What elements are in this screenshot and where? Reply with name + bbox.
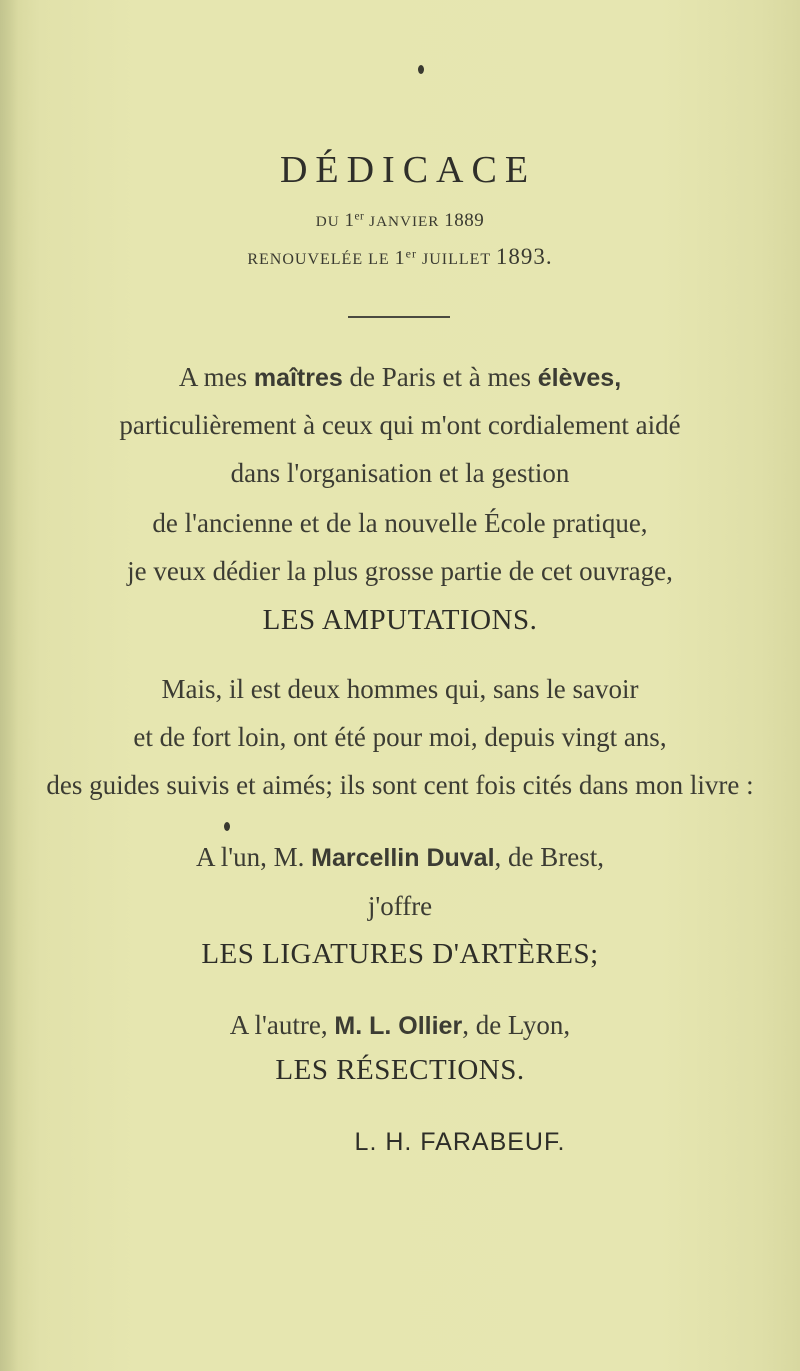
work-title-resections: LES RÉSECTIONS. — [275, 1054, 525, 1086]
text-span: A mes — [178, 362, 254, 392]
dedication-line-10 — [0, 842, 800, 873]
text-span: , de Lyon, — [462, 1010, 571, 1040]
dedication-line-13 — [0, 1010, 800, 1041]
text-span: , de Brest, — [494, 842, 605, 872]
date-prefix: DU — [315, 213, 345, 230]
renewal-day: 1 — [394, 247, 406, 269]
dedication-line-7: Mais, il est deux hommes qui, sans le savoir — [161, 674, 639, 704]
dedication-line-1 — [0, 362, 800, 393]
date-month: JANVIER — [364, 213, 445, 230]
dedication-line-5: je veux dédier la plus grosse partie de cet ouvrage, — [127, 556, 673, 586]
dedication-line-3: dans l'organisation et la gestion — [230, 458, 570, 488]
author-signature: L. H. FARABEUF. — [354, 1128, 566, 1156]
date-day: 1 — [344, 210, 355, 231]
ink-speck — [224, 822, 230, 831]
emphasis-masters: maîtres — [253, 364, 343, 392]
work-title-amputations: LES AMPUTATIONS. — [262, 604, 538, 636]
dedication-line-8: et de fort loin, ont été pour moi, depuis vingt ans, — [133, 722, 667, 752]
name-marcellin-duval: Marcellin Duval — [311, 844, 495, 872]
dedication-line-9: des guides suivis et aimés; ils sont cent fois cités dans mon livre : — [46, 770, 754, 800]
renewal-prefix: RENOUVELÉE LE — [247, 251, 395, 268]
text-span: A l'autre, — [229, 1010, 335, 1040]
emphasis-students: élèves, — [537, 364, 622, 392]
text-span: de Paris et à mes — [342, 362, 538, 392]
dedication-line-2: particulièrement à ceux qui m'ont cordialement aidé — [119, 410, 681, 440]
page-title: DÉDICACE — [279, 149, 537, 191]
renewal-day-suffix: er — [405, 246, 417, 261]
renewal-year: 1893. — [495, 244, 553, 269]
work-title-ligatures: LES LIGATURES D'ARTÈRES; — [201, 938, 599, 970]
renewal-date-line — [0, 244, 800, 270]
dedication-date-line — [0, 210, 800, 232]
dedication-line-4: de l'ancienne et de la nouvelle École pratique, — [152, 508, 648, 538]
text-span: A l'un, M. — [195, 842, 312, 872]
date-day-suffix: er — [354, 210, 365, 223]
name-l-ollier: M. L. Ollier — [334, 1012, 463, 1040]
renewal-month: JUILLET — [416, 251, 496, 268]
ink-speck — [418, 65, 424, 74]
date-year: 1889 — [444, 210, 485, 231]
dedication-line-11: j'offre — [367, 891, 433, 921]
heading-divider — [348, 316, 450, 318]
